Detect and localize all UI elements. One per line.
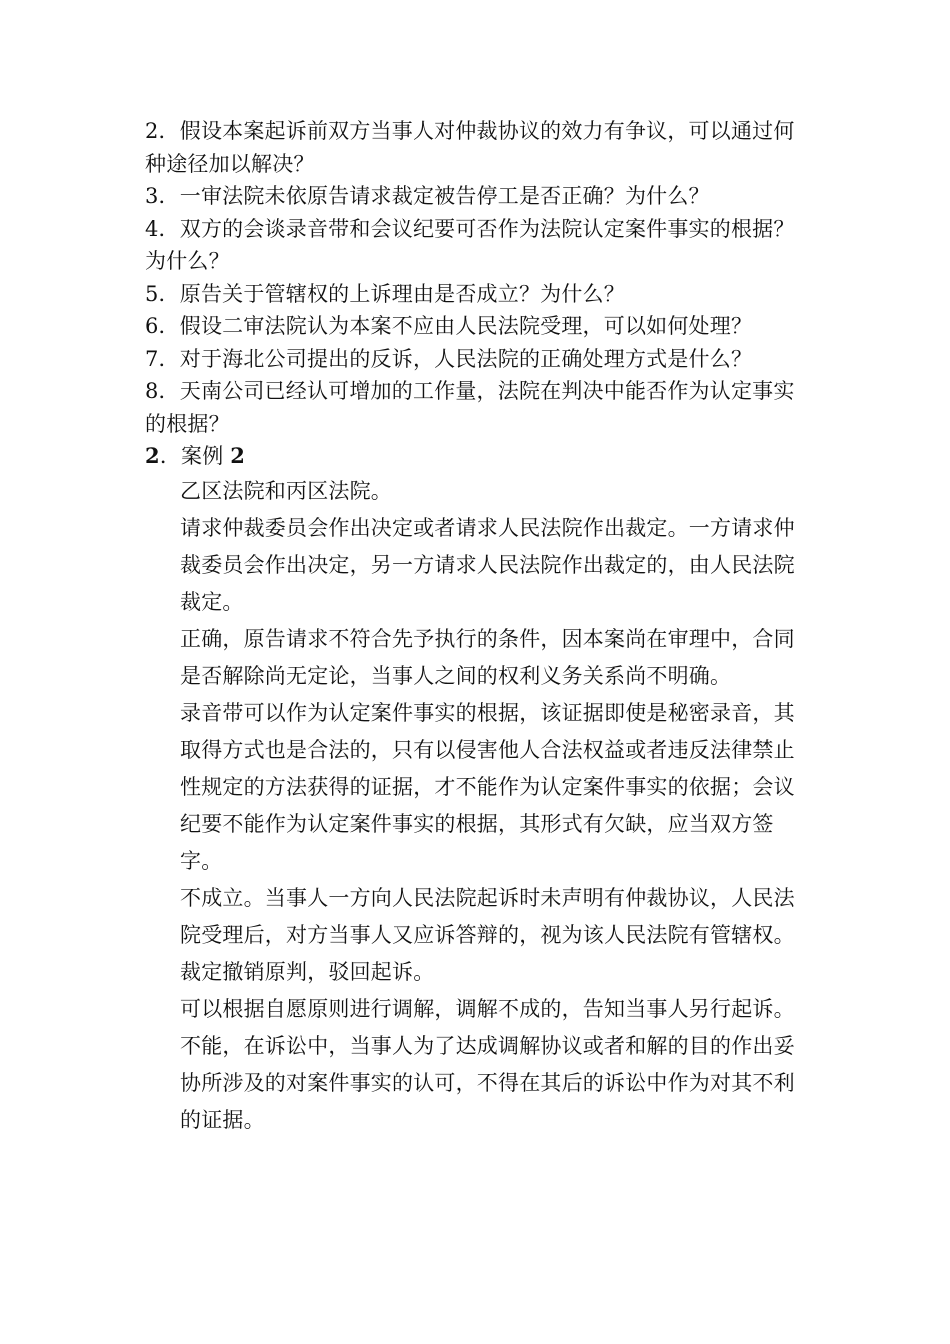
question-3: 3．一审法院未依原告请求裁定被告停工是否正确？为什么？ (145, 184, 710, 208)
section-title-text: 案例 (181, 444, 231, 468)
section-heading (145, 440, 815, 473)
question-6: 6．假设二审法院认为本案不应由人民法院受理，可以如何处理？ (145, 314, 753, 338)
document-page (145, 115, 815, 1139)
section-number: 2 (145, 443, 160, 468)
question-7: 7．对于海北公司提出的反诉，人民法院的正确处理方式是什么？ (145, 346, 753, 371)
answer-7: 可以根据自愿原则进行调解，调解不成的，告知当事人另行起诉。 (180, 996, 795, 1021)
answer-2: 请求仲裁委员会作出决定或者请求人民法院作出裁定。一方请求仲裁委员会作出决定，另一方请求人民法院作出裁定的，由人民法院裁定。 (180, 515, 795, 614)
answer-list (145, 473, 815, 1139)
section-separator: ． (159, 444, 182, 468)
question-5: 5．原告关于管辖权的上诉理由是否成立？为什么？ (145, 281, 625, 306)
question-8: 8．天南公司已经认可增加的工作量，法院在判决中能否作为认定事实的根据？ (145, 379, 795, 436)
question-list (145, 115, 815, 440)
answer-6: 裁定撤销原判，驳回起诉。 (180, 959, 435, 984)
answer-3: 正确，原告请求不符合先予执行的条件，因本案尚在审理中，合同是否解除尚无定论，当事人之间的权利义务关系尚不明确。 (180, 626, 795, 688)
question-4: 4．双方的会谈录音带和会议纪要可否作为法院认定案件事实的根据？为什么？ (145, 216, 795, 273)
answer-8: 不能，在诉讼中，当事人为了达成调解协议或者和解的目的作出妥协所涉及的对案件事实的认可，不得在其后的诉讼中作为对其不利的证据。 (180, 1033, 795, 1132)
section-title-number: 2 (230, 443, 246, 468)
answer-1: 乙区法院和丙区法院。 (180, 478, 392, 503)
answer-5: 不成立。当事人一方向人民法院起诉时未声明有仲裁协议，人民法院受理后，对方当事人又应诉答辩的，视为该人民法院有管辖权。 (180, 885, 795, 947)
answer-4: 录音带可以作为认定案件事实的根据，该证据即使是秘密录音，其取得方式也是合法的，只有以侵害他人合法权益或者违反法律禁止性规定的方法获得的证据，才不能作为认定案件事实的依据；会议纪要不能作为认定案件事实的根据，其形式有欠缺，应当双方签字。 (180, 700, 795, 873)
question-2: 2．假设本案起诉前双方当事人对仲裁协议的效力有争议，可以通过何种途径加以解决？ (145, 119, 795, 176)
